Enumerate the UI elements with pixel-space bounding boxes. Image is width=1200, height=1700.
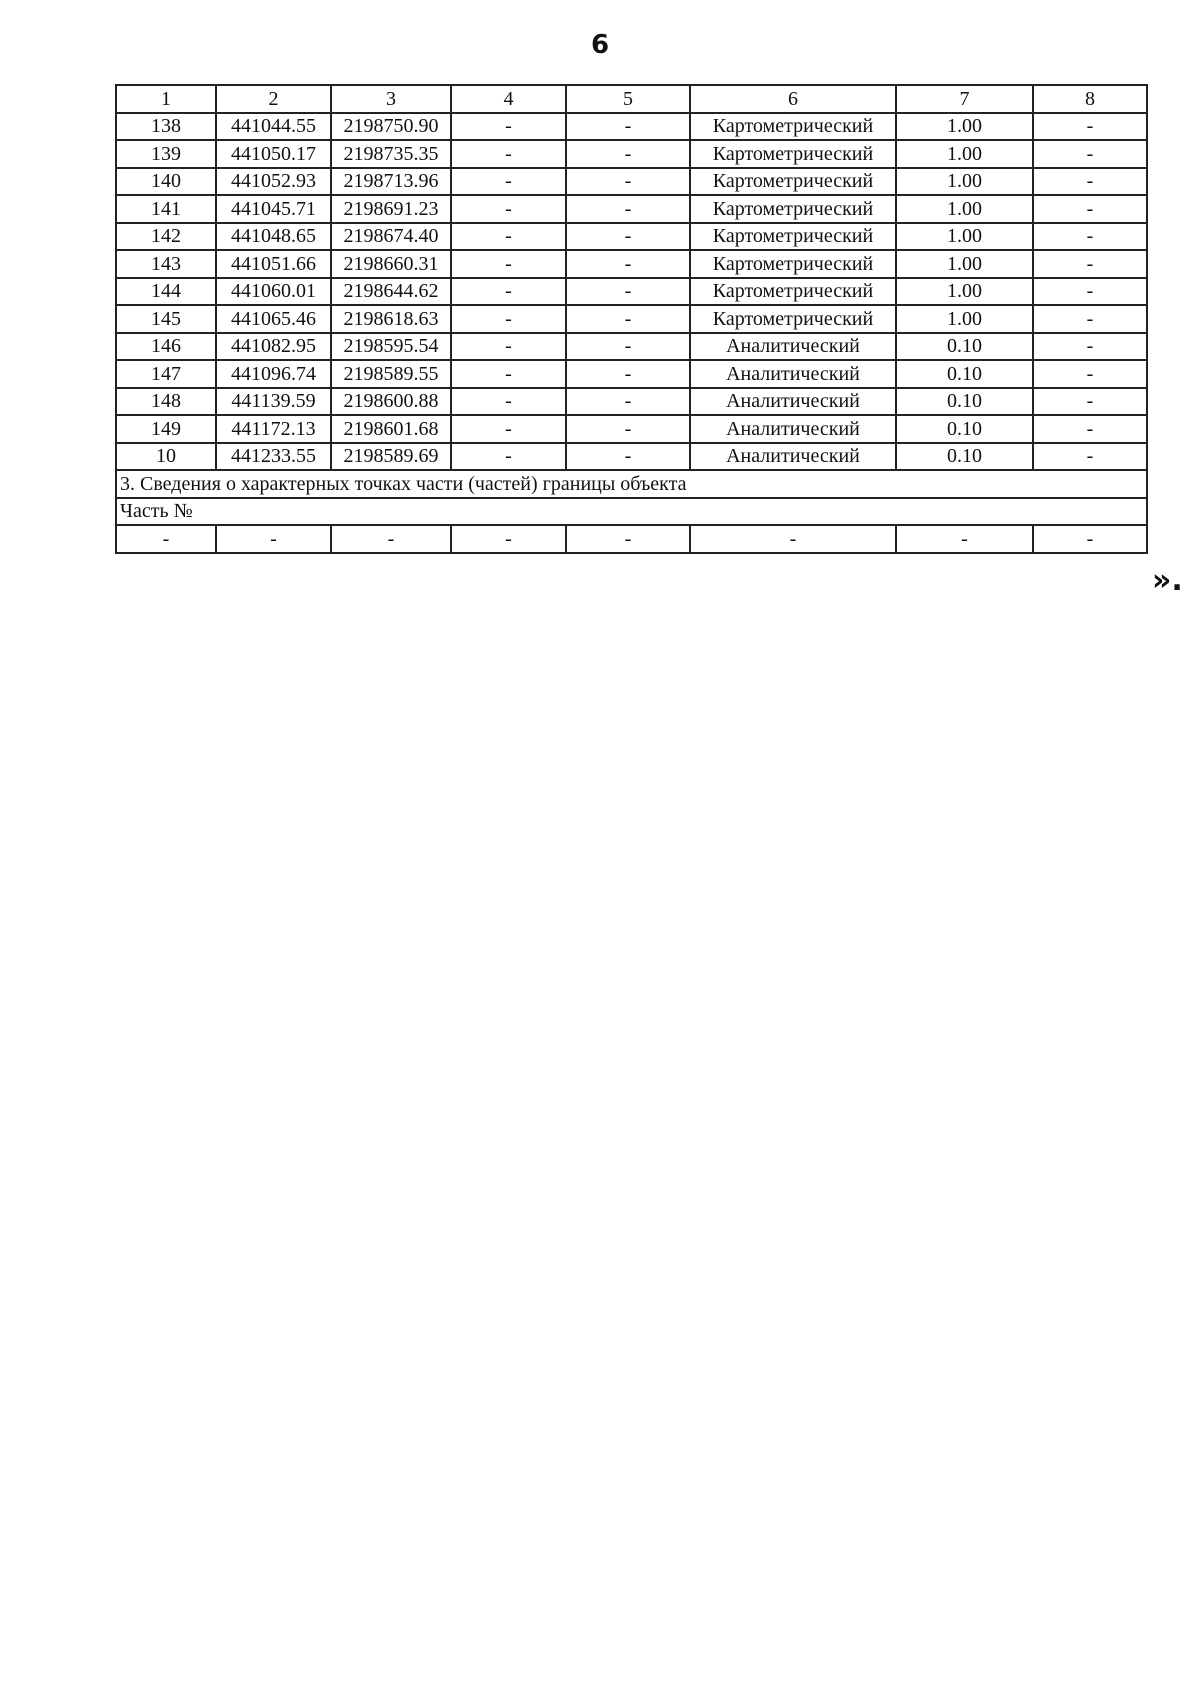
closing-quote-mark: ». xyxy=(1152,563,1183,598)
table-cell: - xyxy=(566,113,690,141)
table-row xyxy=(116,140,1147,168)
coordinates-table-container xyxy=(115,84,1148,554)
table-cell: - xyxy=(1033,388,1147,416)
table-cell: 149 xyxy=(116,415,216,443)
table-cell: 441051.66 xyxy=(216,250,331,278)
header-cell: 8 xyxy=(1033,85,1147,113)
table-cell: Картометрический xyxy=(690,250,896,278)
table-cell: - xyxy=(1033,113,1147,141)
table-cell: - xyxy=(690,525,896,553)
table-cell: - xyxy=(566,223,690,251)
table-cell: 141 xyxy=(116,195,216,223)
header-cell: 2 xyxy=(216,85,331,113)
section-title-row xyxy=(116,470,1147,498)
table-cell: 1.00 xyxy=(896,223,1033,251)
table-cell: - xyxy=(216,525,331,553)
table-cell: 441050.17 xyxy=(216,140,331,168)
table-row xyxy=(116,223,1147,251)
table-cell: - xyxy=(1033,223,1147,251)
table-cell: 139 xyxy=(116,140,216,168)
table-cell: - xyxy=(566,278,690,306)
table-cell: 441065.46 xyxy=(216,305,331,333)
table-cell: 441045.71 xyxy=(216,195,331,223)
table-cell: 0.10 xyxy=(896,443,1033,471)
section-title: 3. Сведения о характерных точках части (частей) границы объекта xyxy=(116,470,1147,498)
part-label: Часть № xyxy=(116,498,1147,526)
table-cell: 441048.65 xyxy=(216,223,331,251)
table-cell: 441172.13 xyxy=(216,415,331,443)
table-cell: 441044.55 xyxy=(216,113,331,141)
table-cell: - xyxy=(1033,168,1147,196)
table-cell: 145 xyxy=(116,305,216,333)
table-cell: - xyxy=(566,250,690,278)
table-cell: - xyxy=(566,195,690,223)
table-cell: 146 xyxy=(116,333,216,361)
table-cell: 2198713.96 xyxy=(331,168,451,196)
table-cell: - xyxy=(451,113,566,141)
table-cell: 142 xyxy=(116,223,216,251)
table-cell: - xyxy=(566,168,690,196)
header-cell: 6 xyxy=(690,85,896,113)
table-cell: - xyxy=(1033,333,1147,361)
table-cell: - xyxy=(1033,525,1147,553)
table-cell: Картометрический xyxy=(690,195,896,223)
table-cell: - xyxy=(116,525,216,553)
table-footer xyxy=(116,470,1147,553)
table-cell: 0.10 xyxy=(896,360,1033,388)
table-cell: 441060.01 xyxy=(216,278,331,306)
table-cell: - xyxy=(331,525,451,553)
table-cell: - xyxy=(451,525,566,553)
table-cell: - xyxy=(451,195,566,223)
table-cell: 0.10 xyxy=(896,388,1033,416)
table-row xyxy=(116,360,1147,388)
table-cell: 2198595.54 xyxy=(331,333,451,361)
table-cell: 2198750.90 xyxy=(331,113,451,141)
table-cell: 1.00 xyxy=(896,168,1033,196)
table-cell: 0.10 xyxy=(896,415,1033,443)
table-cell: 0.10 xyxy=(896,333,1033,361)
table-cell: 1.00 xyxy=(896,250,1033,278)
table-row xyxy=(116,388,1147,416)
table-cell: 1.00 xyxy=(896,195,1033,223)
table-cell: - xyxy=(451,415,566,443)
header-cell: 3 xyxy=(331,85,451,113)
table-cell: 2198644.62 xyxy=(331,278,451,306)
table-row xyxy=(116,168,1147,196)
table-cell: Картометрический xyxy=(690,278,896,306)
table-cell: 2198618.63 xyxy=(331,305,451,333)
table-cell: 2198674.40 xyxy=(331,223,451,251)
table-cell: - xyxy=(451,223,566,251)
table-cell: 441052.93 xyxy=(216,168,331,196)
table-row xyxy=(116,443,1147,471)
table-cell: - xyxy=(566,305,690,333)
table-row xyxy=(116,113,1147,141)
table-cell: Картометрический xyxy=(690,140,896,168)
empty-part-row xyxy=(116,525,1147,553)
table-cell: - xyxy=(896,525,1033,553)
table-cell: 138 xyxy=(116,113,216,141)
table-cell: - xyxy=(566,140,690,168)
table-cell: Аналитический xyxy=(690,388,896,416)
table-row xyxy=(116,333,1147,361)
table-cell: Аналитический xyxy=(690,333,896,361)
table-cell: 1.00 xyxy=(896,305,1033,333)
table-cell: - xyxy=(1033,140,1147,168)
header-cell: 5 xyxy=(566,85,690,113)
table-cell: Аналитический xyxy=(690,415,896,443)
table-row xyxy=(116,195,1147,223)
table-cell: - xyxy=(451,278,566,306)
table-cell: - xyxy=(566,525,690,553)
table-cell: - xyxy=(451,140,566,168)
header-row xyxy=(116,85,1147,113)
table-cell: - xyxy=(451,360,566,388)
table-cell: - xyxy=(566,333,690,361)
table-cell: 2198600.88 xyxy=(331,388,451,416)
table-cell: 1.00 xyxy=(896,140,1033,168)
table-cell: 144 xyxy=(116,278,216,306)
part-label-row xyxy=(116,498,1147,526)
table-cell: - xyxy=(1033,305,1147,333)
table-cell: 143 xyxy=(116,250,216,278)
header-cell: 4 xyxy=(451,85,566,113)
table-cell: - xyxy=(451,388,566,416)
table-cell: 148 xyxy=(116,388,216,416)
table-body xyxy=(116,85,1147,470)
table-cell: - xyxy=(451,305,566,333)
table-cell: 441096.74 xyxy=(216,360,331,388)
table-row xyxy=(116,278,1147,306)
table-cell: Картометрический xyxy=(690,113,896,141)
table-cell: - xyxy=(566,415,690,443)
table-cell: 441139.59 xyxy=(216,388,331,416)
table-cell: 147 xyxy=(116,360,216,388)
coordinates-table xyxy=(115,84,1148,554)
table-cell: - xyxy=(1033,415,1147,443)
table-cell: - xyxy=(1033,360,1147,388)
table-cell: 2198601.68 xyxy=(331,415,451,443)
table-cell: Картометрический xyxy=(690,305,896,333)
table-cell: Аналитический xyxy=(690,360,896,388)
table-cell: - xyxy=(1033,250,1147,278)
table-cell: 2198691.23 xyxy=(331,195,451,223)
table-row xyxy=(116,305,1147,333)
table-cell: 10 xyxy=(116,443,216,471)
table-cell: Аналитический xyxy=(690,443,896,471)
table-row xyxy=(116,415,1147,443)
header-cell: 1 xyxy=(116,85,216,113)
table-cell: - xyxy=(1033,278,1147,306)
table-cell: 441233.55 xyxy=(216,443,331,471)
table-cell: Картометрический xyxy=(690,168,896,196)
table-cell: 1.00 xyxy=(896,113,1033,141)
table-cell: Картометрический xyxy=(690,223,896,251)
table-cell: - xyxy=(451,333,566,361)
table-cell: - xyxy=(566,443,690,471)
table-cell: 140 xyxy=(116,168,216,196)
table-cell: 2198660.31 xyxy=(331,250,451,278)
table-cell: - xyxy=(451,443,566,471)
table-cell: 2198589.55 xyxy=(331,360,451,388)
page-number: 6 xyxy=(590,30,610,60)
table-cell: 441082.95 xyxy=(216,333,331,361)
table-cell: 2198735.35 xyxy=(331,140,451,168)
table-cell: 2198589.69 xyxy=(331,443,451,471)
table-cell: - xyxy=(1033,195,1147,223)
table-cell: 1.00 xyxy=(896,278,1033,306)
table-cell: - xyxy=(451,250,566,278)
table-cell: - xyxy=(566,388,690,416)
table-cell: - xyxy=(451,168,566,196)
table-row xyxy=(116,250,1147,278)
table-cell: - xyxy=(1033,443,1147,471)
header-cell: 7 xyxy=(896,85,1033,113)
table-cell: - xyxy=(566,360,690,388)
